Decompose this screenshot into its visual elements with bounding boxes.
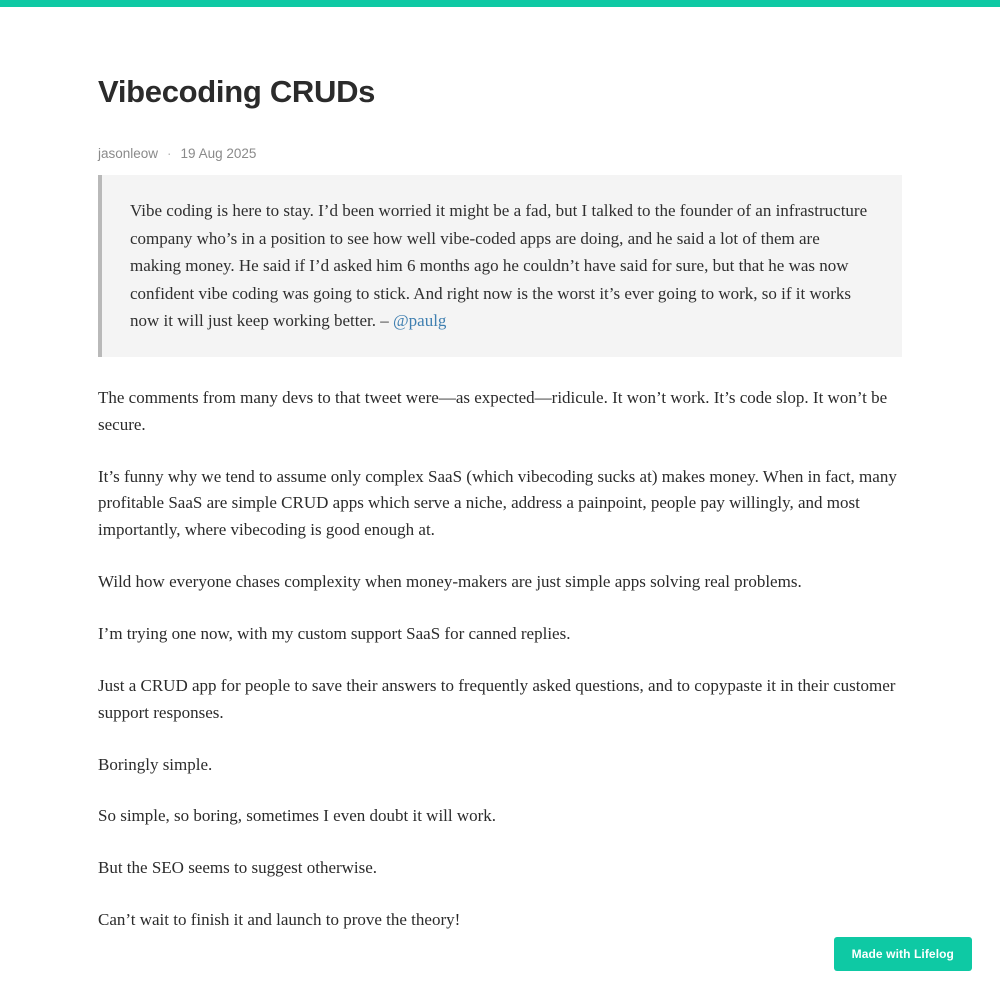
body-paragraph: I’m trying one now, with my custom support SaaS for canned replies. xyxy=(98,624,571,643)
pullquote xyxy=(98,175,902,357)
body-paragraph: Wild how everyone chases complexity when money-makers are just simple apps solving real problems. xyxy=(98,572,802,592)
pullquote-paragraph xyxy=(130,197,872,335)
pullquote-attribution-link[interactable]: @paulg xyxy=(393,311,447,331)
page-title: Vibecoding CRUDs xyxy=(98,74,376,109)
bottom-spacer xyxy=(98,934,902,994)
made-with-lifelog-badge[interactable]: Made with Lifelog xyxy=(834,937,972,971)
body-paragraph: It’s funny why we tend to assume only complex SaaS (which vibecoding sucks at) makes money. When in fact, many profitable SaaS are simple CRUD apps which serve a niche, address a painpoint, people pay willingly, and most importantly, where vibecoding is good enough at. xyxy=(98,466,897,540)
body-paragraph: Can’t wait to finish it and launch to prove the theory! xyxy=(98,910,461,930)
post-meta xyxy=(98,146,902,161)
body-paragraph: The comments from many devs to that tweet were—as expected—ridicule. It won’t work. It’s code slop. It won’t be secure. xyxy=(98,387,888,434)
author-name: jasonleow xyxy=(98,146,159,162)
pullquote-text: Vibe coding is here to stay. I’d been worried it might be a fad, but I talked to the founder of an infrastructure company who’s in a position to see how well vibe-coded apps are doing, and he said a lot of them are making money. He said if I’d asked him 6 months ago he couldn’t have said for sure, but that he was now confident vibe coding was going to stick. And right now is the worst it’s ever going to work, so if it works now it will just keep working better. – xyxy=(130,201,868,331)
top-accent-bar xyxy=(0,0,1000,7)
post-date: 19 Aug 2025 xyxy=(180,146,257,162)
body-paragraph: Just a CRUD app for people to save their answers to frequently asked questions, and to copypaste it in their customer support responses. xyxy=(98,675,896,722)
body-paragraph: But the SEO seems to suggest otherwise. xyxy=(98,858,378,878)
meta-separator: · xyxy=(167,146,172,162)
body-paragraph: Boringly simple. xyxy=(98,754,213,774)
body-paragraph: So simple, so boring, sometimes I even doubt it will work. xyxy=(98,806,497,826)
